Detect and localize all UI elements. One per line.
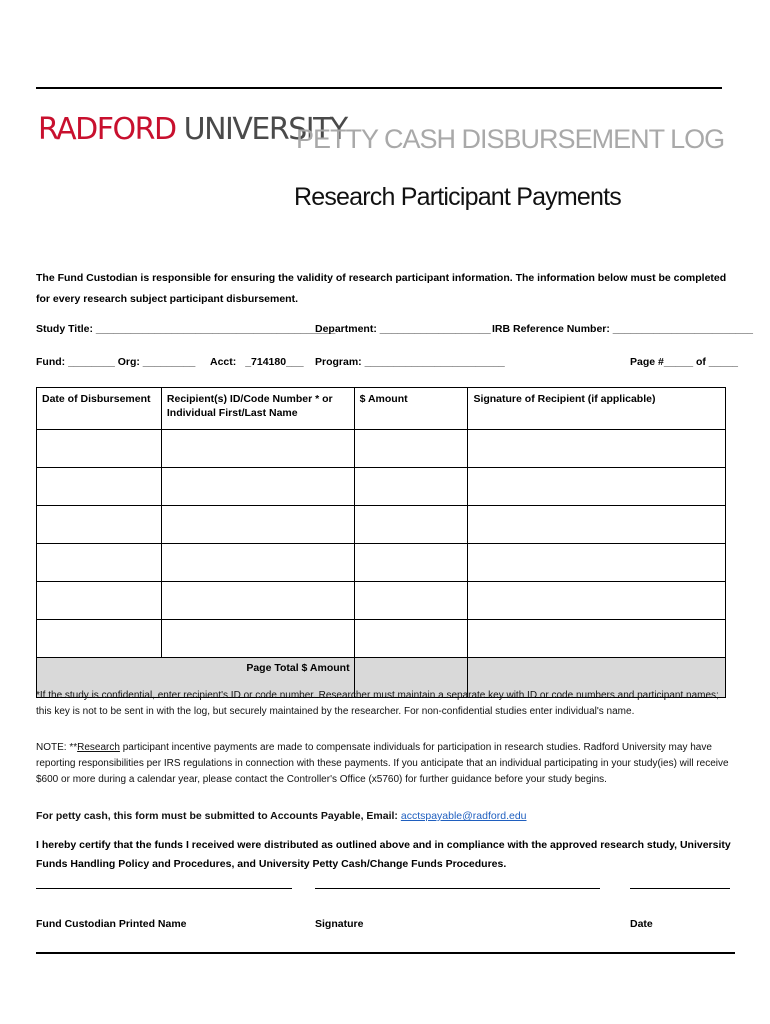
bottom-rule [36,952,735,954]
certification-statement: I hereby certify that the funds I received were distributed as outlined above and in compliance with the approved research study, University Funds Handling Policy and Procedures, and University Petty Cash/Change Funds Procedures. [36,839,731,870]
date-label: Date [630,918,653,930]
table-row [37,506,726,544]
custodian-name-line[interactable] [36,888,292,890]
accounts-payable-email-link[interactable]: acctspayable@radford.edu [400,810,527,822]
cell-recipient[interactable] [161,468,354,506]
irb-reference-field[interactable]: IRB Reference Number: ________________________ [492,323,753,335]
header-date: Date of Disbursement [37,388,162,430]
table-header-row [37,388,726,430]
cell-signature[interactable] [468,468,726,506]
signature-line[interactable] [315,888,600,890]
cell-recipient[interactable] [161,430,354,468]
cell-date[interactable] [37,468,162,506]
page-subtitle: Research Participant Payments [294,183,621,211]
fund-org-field[interactable]: Fund: ________ Org: _________ [36,356,196,368]
confidential-note: *If the study is confidential, enter recipient's ID or code number. Researcher must maintain a separate key with ID or code numbers and participant names; this key is not to be sent in with the log, but securely maintained by the researcher. For non-confidential studies enter individual's name. [36,690,719,717]
note-body: participant incentive payments are made to compensate individuals for participation in research studies. Radford University may have reporting responsibilities per IRS regulations in connection with these payments. If you anticipate that an individual participating in your study(ies) will receive $600 or more during a calendar year, please contact the Controller's Office (x5760) for further guidance before your study begins. [36,742,729,785]
petty-cash-instructions [36,808,736,824]
program-field[interactable]: Program: ________________________ [315,356,505,368]
table-row [37,430,726,468]
cell-date[interactable] [37,544,162,582]
cell-date[interactable] [37,430,162,468]
cell-amount[interactable] [354,620,468,658]
irs-note [36,740,736,788]
cell-signature[interactable] [468,620,726,658]
table-row [37,620,726,658]
header-amount: $ Amount [354,388,468,430]
header-recipient: Recipient(s) ID/Code Number * or Individual First/Last Name [161,388,354,430]
department-field[interactable]: Department: ___________________ [315,323,491,335]
header-signature: Signature of Recipient (if applicable) [468,388,726,430]
intro-text: The Fund Custodian is responsible for ensuring the validity of research participant information. The information below must be completed for every research subject participant disbursement. [36,272,727,305]
cell-signature[interactable] [468,582,726,620]
cell-date[interactable] [37,582,162,620]
signature-label: Signature [315,918,364,930]
table-row [37,544,726,582]
acct-label: Acct: [210,356,237,368]
date-line[interactable] [630,888,730,890]
cell-date[interactable] [37,506,162,544]
note-research-word: Research [77,742,120,753]
cell-amount[interactable] [354,544,468,582]
logo-word-radford: RADFORD [38,112,176,147]
top-rule [36,87,722,89]
cell-amount[interactable] [354,582,468,620]
logo-word-university: UNIVERSITY [183,112,347,147]
table-row [37,582,726,620]
cell-signature[interactable] [468,506,726,544]
acct-field[interactable] [210,356,304,368]
cell-recipient[interactable] [161,506,354,544]
disbursement-table [36,387,726,698]
page-number-field[interactable]: Page #_____ of _____ [630,356,738,368]
cell-date[interactable] [37,620,162,658]
petty-cash-text: For petty cash, this form must be submitted to Accounts Payable, Email: [36,810,401,822]
cell-recipient[interactable] [161,620,354,658]
cell-amount[interactable] [354,468,468,506]
study-title-field[interactable]: Study Title: _________________________________________ [36,323,336,335]
page-total-label: Page Total $ Amount [37,658,355,698]
table-row [37,468,726,506]
note-prefix: NOTE: ** [36,742,78,753]
cell-amount[interactable] [354,430,468,468]
cell-recipient[interactable] [161,544,354,582]
custodian-name-label: Fund Custodian Printed Name [36,918,187,930]
acct-value: _714180___ [245,356,304,368]
cell-signature[interactable] [468,430,726,468]
cell-signature[interactable] [468,544,726,582]
log-title: PETTY CASH DISBURSEMENT LOG [296,124,725,154]
cell-amount[interactable] [354,506,468,544]
cell-recipient[interactable] [161,582,354,620]
